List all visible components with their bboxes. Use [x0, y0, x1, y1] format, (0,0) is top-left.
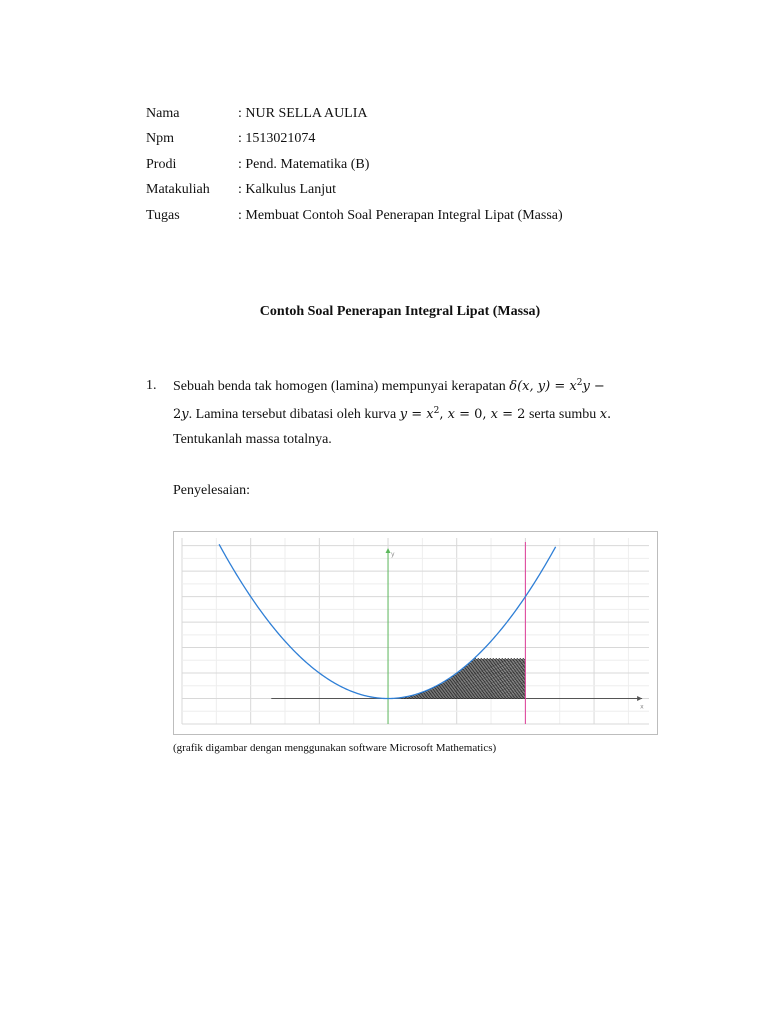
hatch-line [611, 659, 657, 699]
hatch-line [614, 659, 657, 699]
hatch-line [620, 659, 657, 699]
hatch-line [257, 659, 347, 699]
hatch-line [530, 659, 620, 699]
info-value: : Kalkulus Lanjut [238, 182, 336, 198]
hatch-line [194, 659, 284, 699]
hatch-line [272, 659, 362, 699]
hatch-line [554, 659, 644, 699]
hatch-line [212, 659, 302, 699]
hatch-line [545, 659, 635, 699]
hatch-line [635, 659, 657, 699]
hatch-line [584, 659, 657, 699]
hatch-line [536, 659, 626, 699]
hatch-line [332, 659, 422, 699]
hatch-line [566, 659, 656, 699]
student-info [146, 101, 563, 229]
hatch-line [326, 659, 416, 699]
y-axis-arrow [386, 548, 391, 553]
info-row-matakuliah [146, 178, 563, 204]
hatch-line [221, 659, 311, 699]
hatch-line [287, 659, 377, 699]
hatch-line [602, 659, 657, 699]
question-line-2 [173, 406, 611, 423]
hatch-line [632, 659, 657, 699]
hatch-line [335, 659, 425, 699]
hatch-line [578, 659, 657, 699]
hatch-line [563, 659, 653, 699]
hatch-line [320, 659, 410, 699]
x-axis-symbol: x. [599, 407, 612, 422]
question-line-3: Tentukanlah massa totalnya. [173, 432, 332, 447]
info-label: Prodi [146, 156, 177, 172]
hatch-line [323, 659, 413, 699]
hatch-line [608, 659, 657, 699]
hatch-line [644, 659, 657, 699]
hatch-line [338, 659, 428, 699]
question-text: . Lamina tersebut dibatasi oleh kurva [188, 407, 397, 422]
hatch-line [227, 659, 317, 699]
document-title: Contoh Soal Penerapan Integral Lipat (Massa) [259, 304, 541, 319]
hatch-line [302, 659, 392, 699]
hatch-line [527, 659, 617, 699]
parabola-graph [174, 532, 657, 734]
hatch-line [230, 659, 320, 699]
hatch-line [587, 659, 657, 699]
hatch-line [248, 659, 338, 699]
hatch-line [560, 659, 650, 699]
hatch-line [305, 659, 395, 699]
info-label: Tugas [146, 207, 180, 223]
hatch-line [329, 659, 419, 699]
hatch-line [293, 659, 383, 699]
hatch-line [653, 659, 657, 699]
hatch-line [452, 659, 542, 699]
hatch-line [197, 659, 287, 699]
hatch-line [239, 659, 329, 699]
hatch-line [572, 659, 657, 699]
boundary-formula: $y = x^2$, x = 0, x = 2 [399, 406, 526, 422]
hatch-line [605, 659, 657, 699]
hatch-line [209, 659, 299, 699]
info-row-nama [146, 101, 563, 127]
info-value: : Pend. Matematika (B) [238, 156, 370, 172]
hatch-line [191, 659, 281, 699]
hatch-line [299, 659, 389, 699]
hatch-line [656, 659, 657, 699]
hatch-line [590, 659, 657, 699]
graph-caption: (grafik digambar dengan menggunakan software Microsoft Mathematics) [173, 742, 497, 754]
hatch-line [521, 659, 611, 699]
y-axis-label: y [391, 551, 395, 558]
hatch-line [200, 659, 290, 699]
hatch-line [266, 659, 356, 699]
info-row-prodi [146, 152, 563, 178]
info-label: Matakuliah [146, 182, 210, 198]
hatch-line [524, 659, 614, 699]
hatch-line [596, 659, 657, 699]
question-text: Sebuah benda tak homogen (lamina) mempunyai kerapatan [173, 379, 506, 394]
hatch-line [647, 659, 657, 699]
hatch-line [269, 659, 359, 699]
info-label: Npm [146, 131, 174, 147]
question-line-1 [173, 378, 605, 395]
hatch-line [254, 659, 344, 699]
hatch-line [593, 659, 657, 699]
hatch-line [629, 659, 657, 699]
hatch-line [641, 659, 657, 699]
hatch-line [551, 659, 641, 699]
hatch-line [275, 659, 365, 699]
hatch-line [638, 659, 657, 699]
hatch-line [242, 659, 332, 699]
density-formula-cont: 2y [173, 407, 189, 422]
info-row-tugas [146, 203, 563, 229]
info-value: : Membuat Contoh Soal Penerapan Integral Lipat (Massa) [238, 207, 563, 223]
hatch-line [215, 659, 305, 699]
hatch-line [188, 659, 278, 699]
hatch-line [548, 659, 638, 699]
hatch-line [317, 659, 407, 699]
solution-label: Penyelesaian: [173, 483, 250, 498]
hatch-line [533, 659, 623, 699]
info-value: : NUR SELLA AULIA [238, 105, 368, 121]
hatch-line [260, 659, 350, 699]
density-formula: δ(x, $y) = x^2y$ − [509, 378, 605, 394]
question-text-tail: serta sumbu [528, 407, 597, 422]
hatch-line [542, 659, 632, 699]
x-axis-arrow [637, 696, 642, 701]
info-value: : 1513021074 [238, 131, 316, 147]
hatch-line [626, 659, 657, 699]
hatch-line [539, 659, 629, 699]
hatch-line [569, 659, 657, 699]
hatch-line [581, 659, 657, 699]
hatch-line [575, 659, 657, 699]
hatch-line [224, 659, 314, 699]
hatch-line [284, 659, 374, 699]
hatch-line [245, 659, 335, 699]
question-number: 1. [146, 378, 157, 393]
hatch-line [650, 659, 657, 699]
hatch-line [236, 659, 326, 699]
hatch-line [617, 659, 657, 699]
parabola-curve [219, 544, 556, 698]
x-axis-label: x [640, 703, 644, 711]
info-row-npm [146, 127, 563, 153]
hatch-line [218, 659, 308, 699]
graph-panel [173, 531, 658, 735]
info-label: Nama [146, 105, 180, 121]
hatch-line [557, 659, 647, 699]
hatch-line [290, 659, 380, 699]
